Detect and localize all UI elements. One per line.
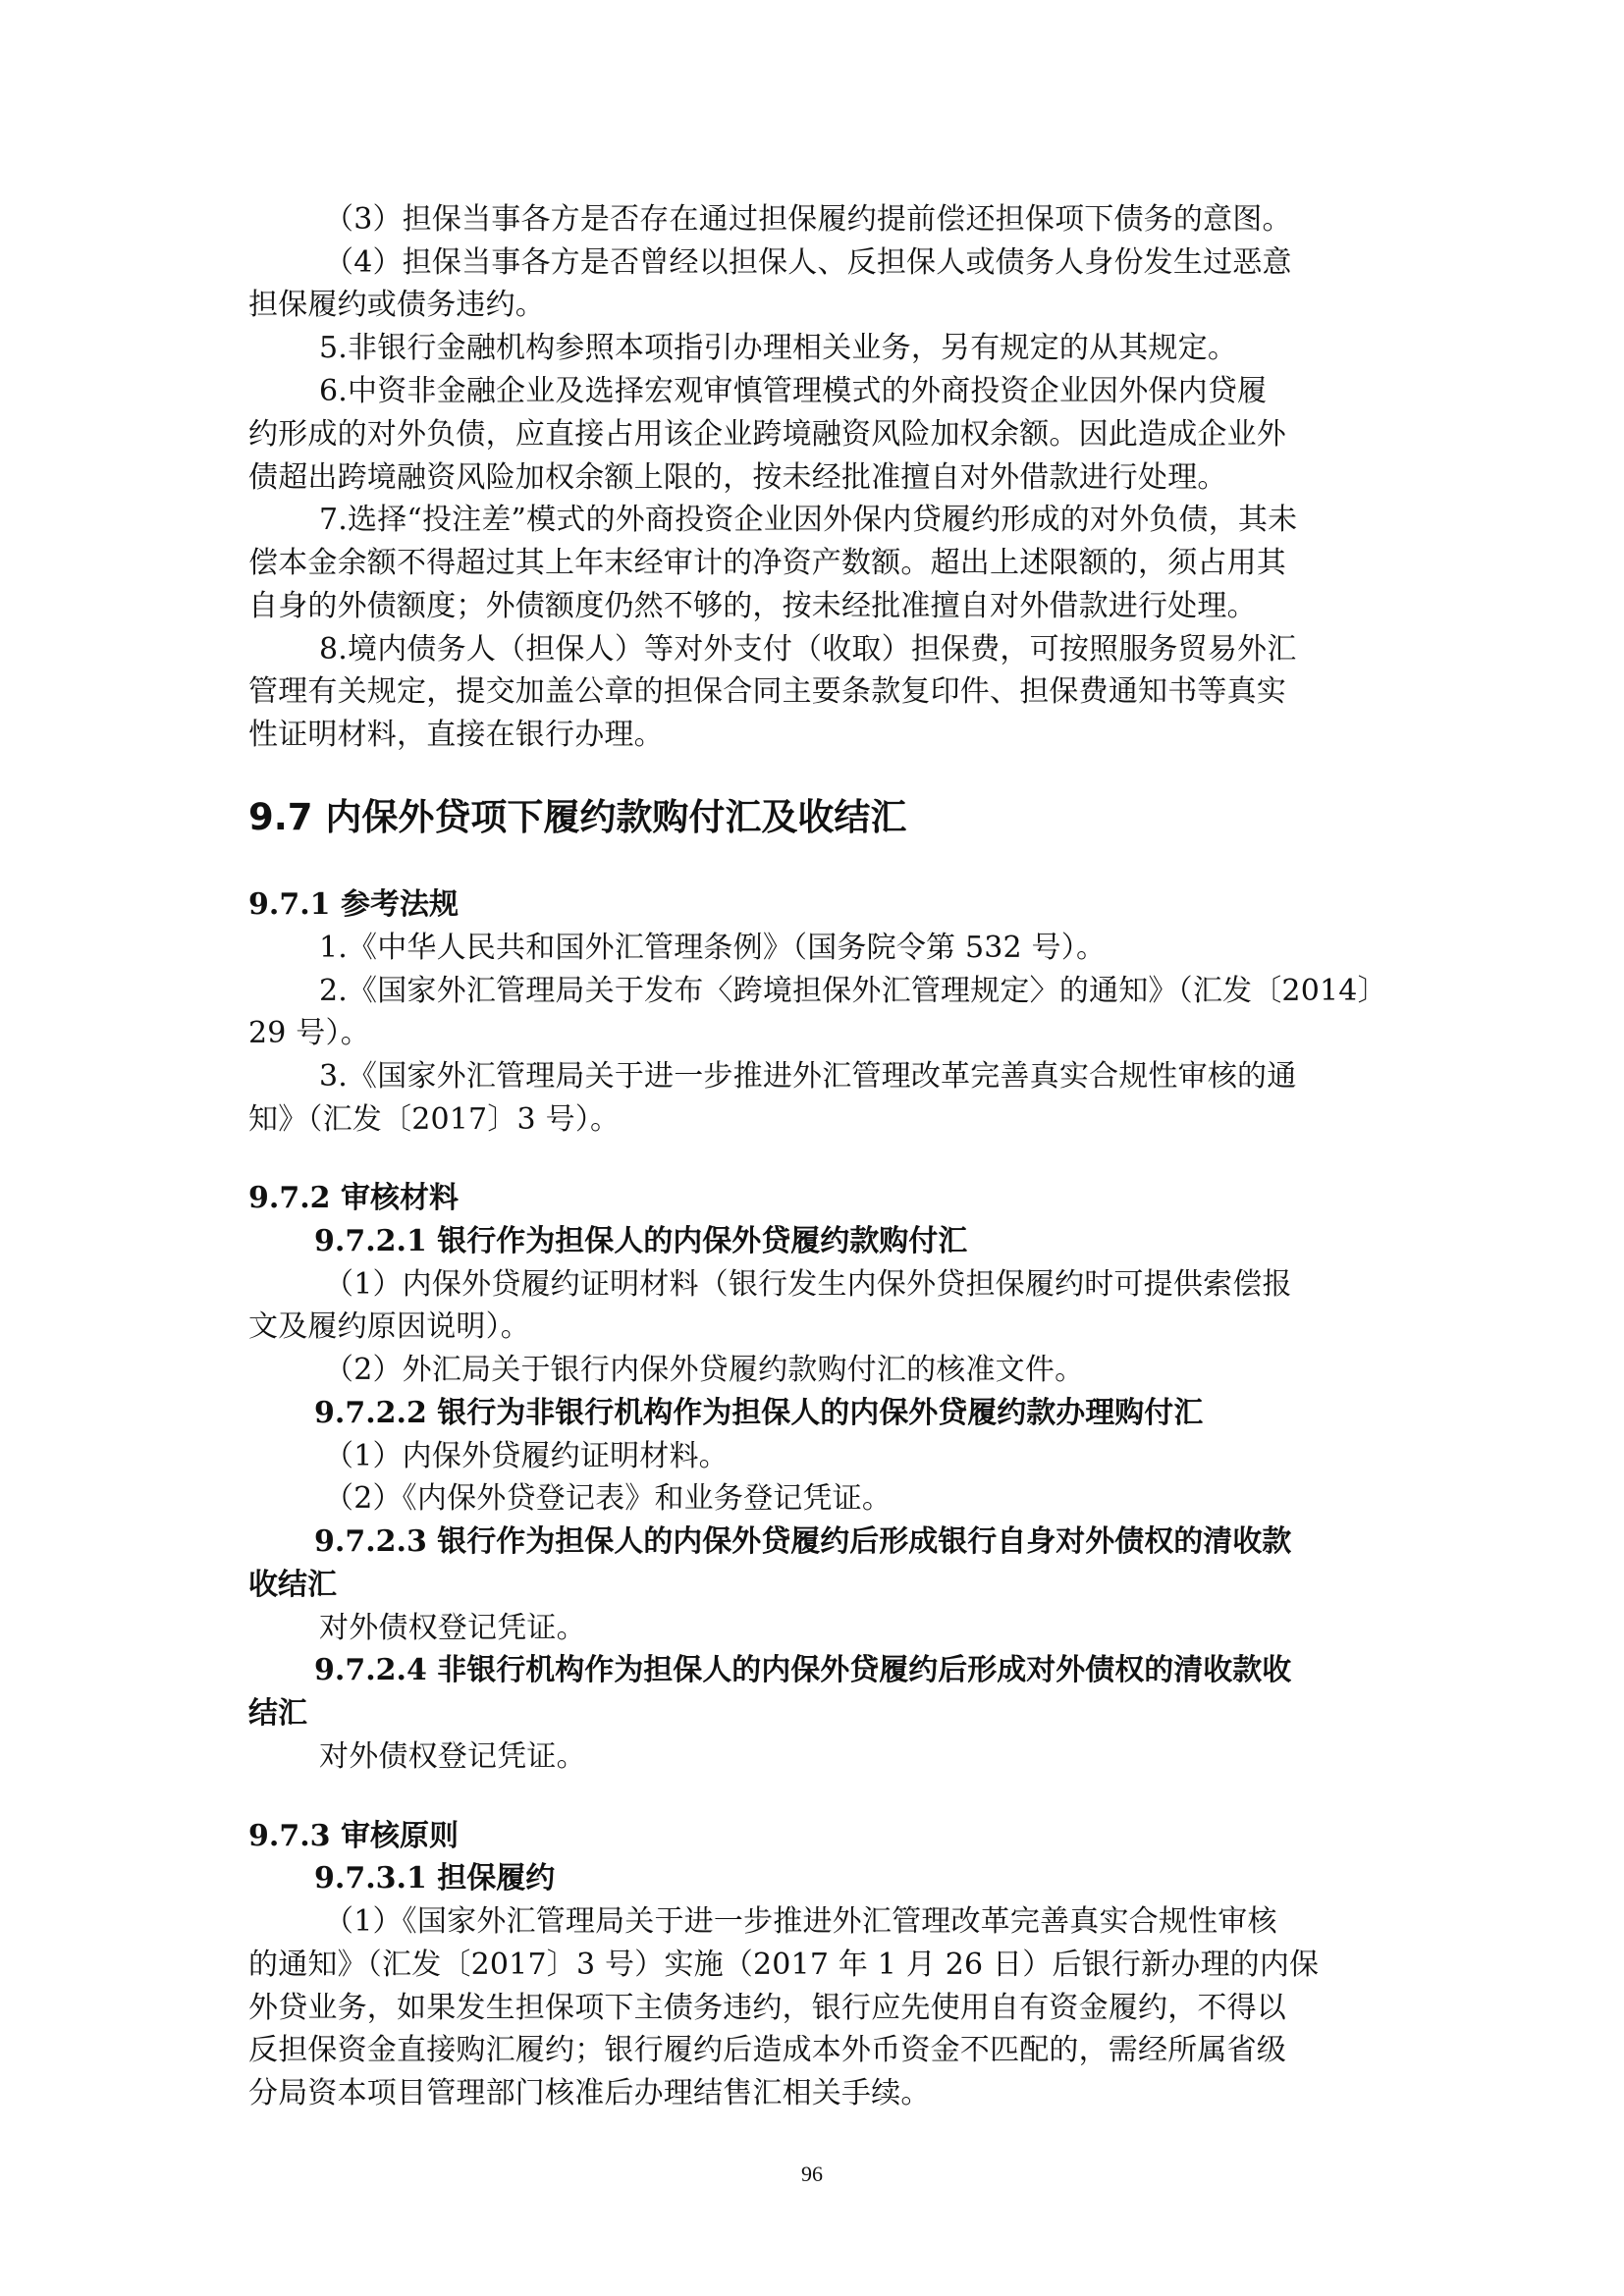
subsection-heading: 9.7.3 审核原则	[248, 1819, 459, 1853]
text-line: 债超出跨境融资风险加权余额上限的，按未经批准擅自对外借款进行处理。	[248, 460, 1227, 495]
item-heading: 收结汇	[248, 1568, 337, 1602]
text-line: 性证明材料，直接在银行办理。	[248, 718, 664, 752]
text-line: 6.中资非金融企业及选择宏观审慎管理模式的外商投资企业因外保内贷履	[319, 374, 1268, 408]
text-line: 分局资本项目管理部门核准后办理结售汇相关手续。	[248, 2076, 931, 2110]
text-line: 外贷业务，如果发生担保项下主债务违约，银行应先使用自有资金履约，不得以	[248, 1991, 1286, 2025]
item-heading: 9.7.3.1 担保履约	[314, 1861, 556, 1896]
text-line: （3）担保当事各方是否存在通过担保履约提前偿还担保项下债务的意图。	[324, 202, 1292, 237]
item-heading: 9.7.2.4 非银行机构作为担保人的内保外贷履约后形成对外债权的清收款收	[314, 1653, 1292, 1687]
text-line: 7.选择“投注差”模式的外商投资企业因外保内贷履约形成的对外负债，其未	[319, 503, 1298, 537]
subsection-heading: 9.7.1 参考法规	[248, 887, 459, 922]
text-line: 担保履约或债务违约。	[248, 288, 545, 322]
text-line: 1.《中华人民共和国外汇管理条例》（国务院令第 532 号）。	[319, 931, 1107, 965]
text-line: 3.《国家外汇管理局关于进一步推进外汇管理改革完善真实合规性审核的通	[319, 1059, 1297, 1094]
text-line: 管理有关规定，提交加盖公章的担保合同主要条款复印件、担保费通知书等真实	[248, 674, 1286, 709]
item-heading: 9.7.2.2 银行为非银行机构作为担保人的内保外贷履约款办理购付汇	[314, 1396, 1204, 1430]
text-line: （2）《内保外贷登记表》和业务登记凭证。	[324, 1481, 893, 1516]
text-line: （4）担保当事各方是否曾经以担保人、反担保人或债务人身份发生过恶意	[324, 245, 1292, 280]
text-line: （1）内保外贷履约证明材料。	[324, 1439, 729, 1473]
text-line: 反担保资金直接购汇履约；银行履约后造成本外币资金不匹配的，需经所属省级	[248, 2033, 1286, 2067]
item-heading: 9.7.2.3 银行作为担保人的内保外贷履约后形成银行自身对外债权的清收款	[314, 1524, 1292, 1559]
text-line: 对外债权登记凭证。	[319, 1611, 586, 1645]
text-line: 8.境内债务人（担保人）等对外支付（收取）担保费，可按照服务贸易外汇	[319, 632, 1297, 667]
page-number: 96	[801, 2162, 823, 2186]
item-heading: 结汇	[248, 1696, 307, 1731]
text-line: （1）内保外贷履约证明材料（银行发生内保外贷担保履约时可提供索偿报	[324, 1267, 1292, 1302]
text-line: （2）外汇局关于银行内保外贷履约款购付汇的核准文件。	[324, 1353, 1085, 1387]
text-line: 文及履约原因说明）。	[248, 1309, 530, 1344]
text-line: 知》（汇发〔2017〕3 号）。	[248, 1102, 621, 1137]
text-line: 29 号）。	[248, 1016, 370, 1050]
text-line: 5.非银行金融机构参照本项指引办理相关业务，另有规定的从其规定。	[319, 331, 1238, 365]
text-line: 偿本金余额不得超过其上年末经审计的净资产数额。超出上述限额的，须占用其	[248, 546, 1286, 580]
section-heading: 9.7 内保外贷项下履约款购付汇及收结汇	[248, 796, 907, 838]
subsection-heading: 9.7.2 审核材料	[248, 1181, 459, 1215]
text-line: 2.《国家外汇管理局关于发布〈跨境担保外汇管理规定〉的通知》（汇发〔2014〕	[319, 974, 1387, 1008]
text-line: 自身的外债额度；外债额度仍然不够的，按未经批准擅自对外借款进行处理。	[248, 589, 1257, 623]
text-line: 的通知》（汇发〔2017〕3 号）实施（2017 年 1 月 26 日）后银行新办理的内保	[248, 1948, 1320, 1982]
text-line: 约形成的对外负债，应直接占用该企业跨境融资风险加权余额。因此造成企业外	[248, 417, 1286, 452]
text-line: 对外债权登记凭证。	[319, 1739, 586, 1774]
item-heading: 9.7.2.1 银行作为担保人的内保外贷履约款购付汇	[314, 1224, 968, 1258]
text-line: （1）《国家外汇管理局关于进一步推进外汇管理改革完善真实合规性审核	[324, 1904, 1277, 1939]
